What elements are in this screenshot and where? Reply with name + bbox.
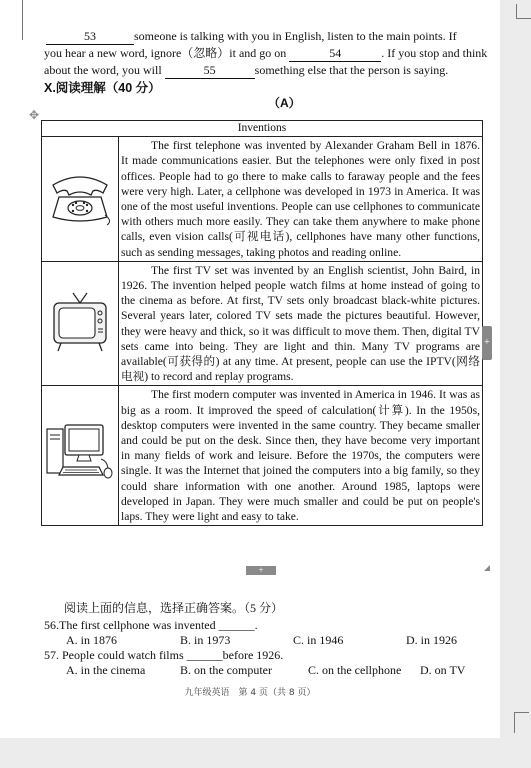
passage-line-1 (46, 28, 457, 45)
table-add-row-button[interactable]: + (246, 566, 276, 575)
page-corner-mark (514, 712, 529, 733)
question-57-option-b: B. on the computer (180, 663, 272, 677)
question-57-stem: 57. People could watch films ______before 1926. (44, 648, 284, 662)
instructions: 阅读上面的信息，选择正确答案。（5 分） (64, 601, 284, 615)
table-resize-handle[interactable] (484, 565, 490, 571)
tv-picture (42, 261, 119, 386)
telephone-icon (47, 167, 113, 227)
page-footer: 九年级英语 第 4 页（共 8 页） (184, 688, 316, 698)
computer-picture (42, 386, 119, 526)
passage-line-1-text: someone is talking with you in English, listen to the main points. If (134, 29, 457, 43)
question-57-option-d: D. on TV (420, 663, 466, 677)
question-56-option-c: C. in 1946 (293, 633, 344, 647)
inventions-table (41, 120, 483, 526)
tv-text-cell (119, 261, 483, 386)
passage-line-3-post: something else that the person is saying. (254, 63, 449, 77)
tv-icon (49, 289, 111, 355)
telephone-picture (42, 137, 119, 262)
question-57-option-c: C. on the cellphone (308, 663, 402, 677)
table-header: Inventions (42, 121, 483, 137)
section-title: X.阅读理解（40 分） (44, 81, 161, 95)
question-56-option-d: D. in 1926 (406, 633, 457, 647)
passage-line-3-pre: about the word, you will (44, 63, 162, 77)
passage-line-2 (44, 45, 487, 62)
passage-line-2-pre: you hear a new word, ignore（忽略）it and go on (44, 46, 287, 60)
passage-line-3 (44, 62, 448, 79)
blank-55: 55 (165, 62, 255, 79)
question-57-option-a: A. in the cinema (66, 663, 146, 677)
blank-53: 53 (46, 28, 134, 45)
page-corner-mark (516, 4, 531, 19)
part-label: （A） (268, 96, 301, 110)
side-expand-button[interactable]: + (482, 326, 492, 360)
blank-54: 54 (289, 45, 381, 62)
table-row (42, 261, 483, 386)
question-56-stem: 56.The first cellphone was invented ______. (44, 618, 258, 632)
computer-text-cell (119, 386, 483, 526)
table-row (42, 386, 483, 526)
computer-paragraph: The first modern computer was invented in America in 1946. It was as big as a room. It improved the speed of calculation(计算). In the 1950s, desktop computers were invented in the same country. They became smaller and could be put on the desk. Since then, they have become very important in many fields of work and leisure. Before the 1970s, the computers were single. It was the Internet that joined the computers into a big family, so they could share information with one another. Around 1985, laptops were developed in Japan. They were much smaller and could be put on people's laps. They were light and easy to take. (121, 388, 480, 524)
question-56-option-b: B. in 1973 (180, 633, 231, 647)
telephone-paragraph: The first telephone was invented by Alexander Graham Bell in 1876. It made communications easier. But the telephones were only fixed in post offices. People had to go there to make calls to faraway people and the fees were very high. Later, a cellphone was developed in 1973 in America. It was one of the most useful inventions. People can use cellphones to communicate with others much more easily. They can take them anywhere to make phone calls, even vision calls(可视电话), cellphones have many other functions, such as sending messages, taking photos and reading online. (121, 139, 480, 259)
tv-paragraph: The first TV set was invented by an English scientist, John Baird, in 1926. The invention helped people watch films at home instead of going to the cinema as before. At first, TV sets only broadcast black-white pictures. Several years later, colored TV sets made the pictures beautiful. However, they were heavy and thick, so it was difficult to move them. Then, digital TV sets came into being. They are light and thin. Many TV programs are available(可获得的) at any time. At present, people can use the IPTV(网络电视) to record and replay programs. (121, 263, 480, 384)
telephone-text-cell (119, 137, 483, 262)
table-move-handle-icon[interactable]: ✥ (29, 108, 40, 122)
table-row (42, 137, 483, 262)
question-56-option-a: A. in 1876 (66, 633, 117, 647)
margin-rule (22, 0, 23, 40)
passage-line-2-post: . If you stop and think (381, 46, 488, 60)
computer-icon (45, 421, 115, 487)
